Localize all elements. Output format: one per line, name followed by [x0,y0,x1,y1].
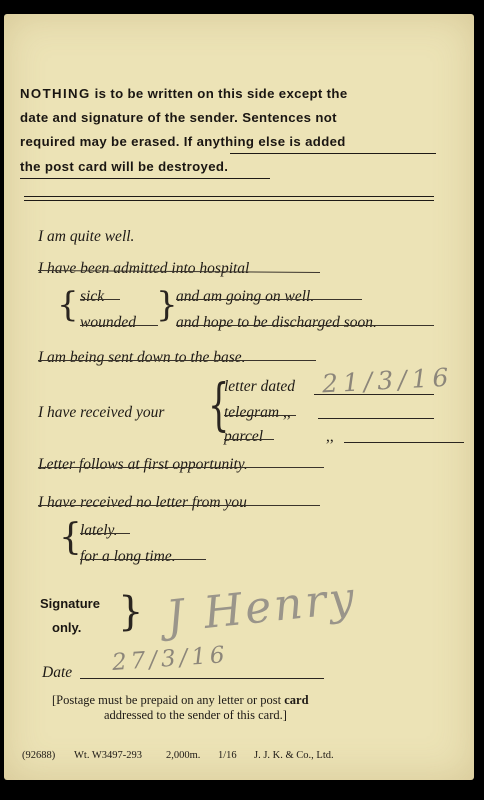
notice-line-3-b: If anything else is added [183,134,346,149]
divider-rule-top [24,196,434,197]
brace-sick-wounded-left: { [57,285,79,325]
brace-lately: { [59,517,82,558]
brace-signature: } [118,589,144,635]
letter-date-value: 21/3/16 [321,362,455,399]
strike-no-letter [38,505,320,506]
footer-wt: Wt. W3497-293 [74,750,143,761]
letter-date-line [314,394,434,395]
notice-nothing: NOTHING [20,86,91,101]
footer-month: 1/16 [218,750,237,761]
notice-line-3 [20,134,346,149]
telegram-line [318,418,434,419]
signature-value: J Henry [163,572,360,643]
sentence-sent-down-base: I am being sent down to the base. [38,349,246,366]
strike-going-on-well [176,299,362,300]
notice-line-2: date and signature of the sender. Sentences not [20,110,337,125]
footer-code: (92688) [22,750,56,761]
notice-underline-1 [230,153,436,154]
strike-lately [80,533,130,534]
strike-wounded [80,325,158,326]
option-long-time: for a long time. [80,548,176,565]
signature-label-2: only. [52,620,82,635]
brace-sick-wounded-right: } [156,285,178,325]
date-line [80,678,324,679]
option-wounded: wounded [80,314,136,331]
date-label: Date [42,664,73,681]
postage-note-line-2: addressed to the sender of this card.] [104,708,287,722]
option-lately: lately. [80,522,118,539]
footer-qty: 2,000m. [166,750,201,761]
brace-received: { [208,373,230,438]
option-going-on-well: and am going on well. [176,288,315,305]
signature-label-1: Signature [40,596,100,611]
sentence-letter-follows: Letter follows at first opportunity. [38,456,248,473]
strike-sick [80,299,120,300]
option-telegram: telegram ,, [224,404,291,421]
strike-parcel [224,439,274,440]
divider-rule-bottom [24,200,434,201]
strike-telegram [224,415,296,416]
sentence-have-received: I have received your [38,404,165,421]
postage-note-1a: [Postage must be prepaid on any letter or post [52,693,285,707]
strike-sent-down [38,360,316,361]
date-value: 27/3/16 [111,641,230,677]
notice-underline-2 [20,178,270,179]
sentence-no-letter: I have received no letter from you [38,494,247,511]
sentence-admitted-hospital: I have been admitted into hospital [38,260,250,277]
notice-line-1-rest: is to be written on this side except the [90,86,348,101]
strike-letter-follows [38,467,324,468]
notice-line-1 [20,86,348,101]
option-sick: sick [80,288,105,305]
sentence-quite-well: I am quite well. [38,228,135,245]
option-hope-discharged: and hope to be discharged soon. [176,314,377,331]
parcel-ditto: ,, [326,428,334,445]
postage-note-1b: card [284,693,309,707]
parcel-line [344,442,464,443]
field-service-postcard [4,14,474,780]
strike-hope-discharged [176,325,434,326]
footer-printer: J. J. K. & Co., Ltd. [254,750,334,761]
strike-long-time [80,559,206,560]
postage-note-line-1 [52,693,309,708]
option-letter-dated: letter dated [224,378,296,395]
option-parcel: parcel [224,428,264,445]
notice-line-4: the post card will be destroyed. [20,159,229,174]
notice-line-3-a: required may be erased. [20,134,184,149]
